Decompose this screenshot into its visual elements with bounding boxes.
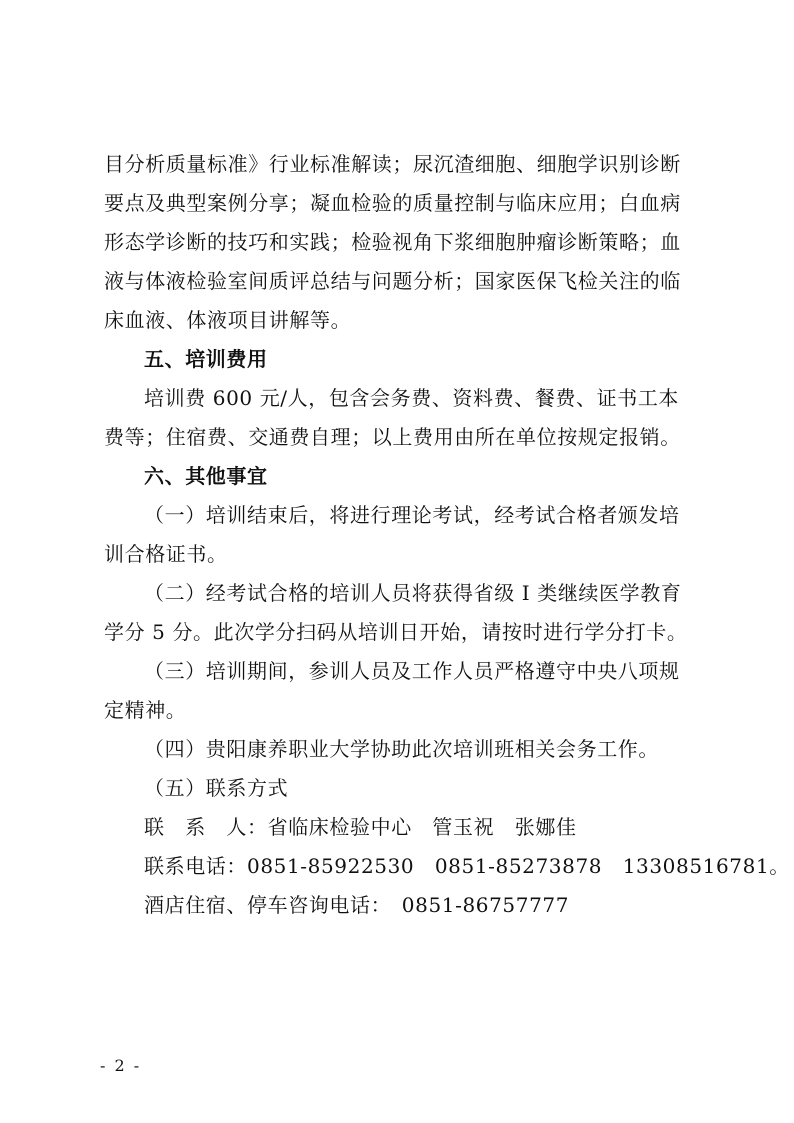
paragraph-line: 液与体液检验室间质评总结与问题分析；国家医保飞检关注的临 [104,269,681,293]
contact-hotel: 酒店住宿、停车咨询电话： 0851-86757777 [144,893,570,917]
body-text [104,145,790,925]
item-1-line: 训合格证书。 [104,542,228,566]
paragraph-line: 形态学诊断的技巧和实践；检验视角下浆细胞肿瘤诊断策略；血 [104,230,681,254]
item-2-line: （二）经考试合格的培训人员将获得省级 I 类继续医学教育 [144,581,682,605]
section-heading-other: 六、其他事宜 [144,464,268,488]
contact-phone: 联系电话：0851-85922530 0851-85273878 13308516781。 [144,854,790,878]
item-2-line: 学分 5 分。此次学分扫码从培训日开始，请按时进行学分打卡。 [104,620,688,644]
item-3-line: 定精神。 [104,698,187,722]
paragraph-line: 要点及典型案例分享；凝血检验的质量控制与临床应用；白血病 [104,191,681,215]
section-heading-fees: 五、培训费用 [144,347,268,371]
item-1-line: （一）培训结束后，将进行理论考试，经考试合格者颁发培 [144,503,680,527]
page-number: - 2 - [100,1056,142,1075]
fees-line: 培训费 600 元/人，包含会务费、资料费、餐费、证书工本 [144,386,680,410]
item-3-line: （三）培训期间，参训人员及工作人员严格遵守中央八项规 [144,659,680,683]
item-4-line: （四）贵阳康养职业大学协助此次培训班相关会务工作。 [144,737,659,761]
fees-line: 费等；住宿费、交通费自理；以上费用由所在单位按规定报销。 [104,425,681,449]
item-5-line: （五）联系方式 [144,776,289,800]
paragraph-line: 目分析质量标准》行业标准解读；尿沉渣细胞、细胞学识别诊断 [104,152,681,176]
contact-person: 联 系 人：省临床检验中心 管玉祝 张娜佳 [144,815,577,839]
paragraph-line: 床血液、体液项目讲解等。 [104,308,352,332]
